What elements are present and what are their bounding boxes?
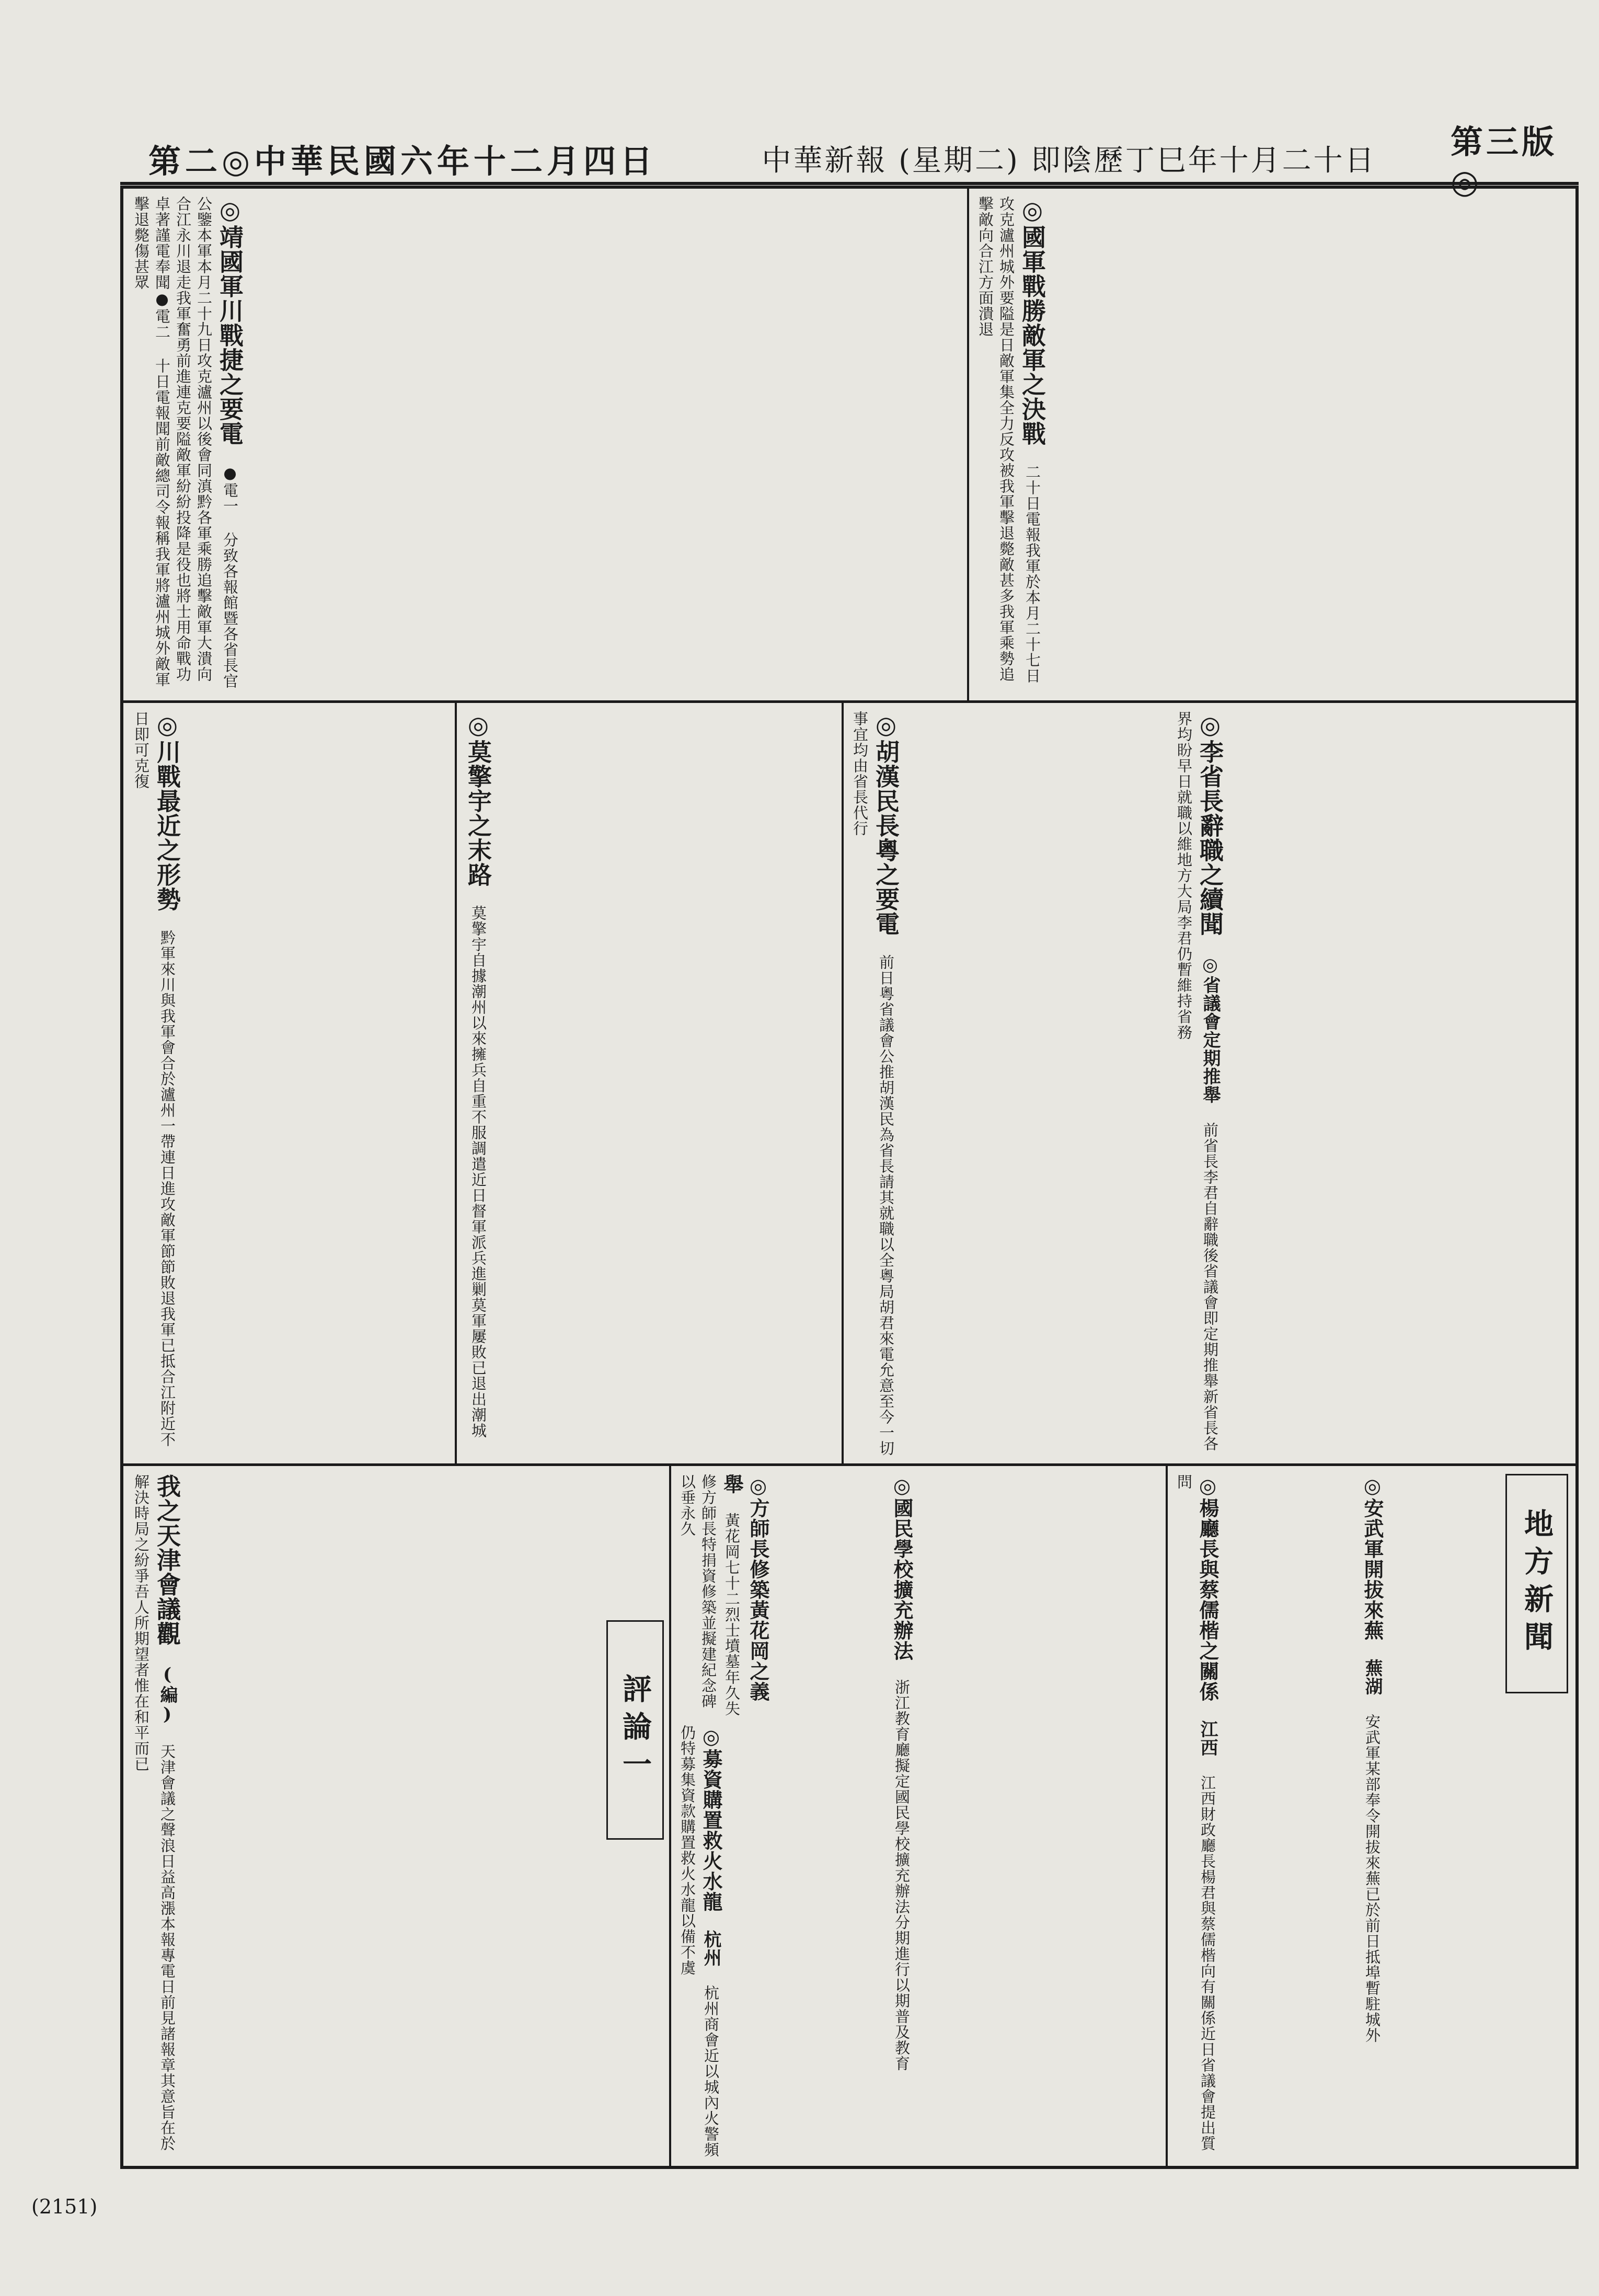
headline: ◎國民學校擴充辦法 (890, 1474, 914, 1661)
article-body: 安武軍某部奉令開拔來蕪已於前日抵埠暫駐城外 (1363, 1714, 1381, 2043)
article-fire-engine (677, 1725, 883, 2159)
divider (669, 1466, 671, 2166)
headline: 我之天津會議觀 (153, 1474, 181, 1646)
article-body: 杭州商會近以城內火警頻仍特募集資款購置救火水龍以備不虞 (678, 1725, 720, 2157)
divider (123, 1463, 1575, 1466)
headline: ◎靖國軍川戰捷之要電 (216, 196, 244, 446)
article-body: 天津會議之聲浪日益高漲本報專電日前見諸報章其意旨在於解決時局之紛爭吾人所期望者惟在和平而已 (132, 1474, 176, 2151)
article-body: 前日粵省議會公推胡漢民為省長請其就職以全粵局胡君來電允意至今一切事宜均由省長代行 (851, 711, 895, 1456)
article-hu-hanmin (849, 711, 1168, 1458)
page-number: (2151) (31, 2195, 98, 2218)
divider (455, 703, 457, 1463)
dateline: 杭州 (700, 1930, 721, 1967)
headline: ◎安武軍開拔來蕪 (1361, 1474, 1384, 1641)
headline: ◎方師長修築黃花岡之義舉 (720, 1474, 770, 1702)
headline: ◎莫擎宇之末路 (464, 711, 492, 887)
headline: ◎國軍戰勝敵軍之決戰 (1018, 196, 1046, 446)
dateline: 蕪湖 (1362, 1659, 1383, 1695)
article-body: 莫擎宇自據潮州以來擁兵自重不服調遣近日督軍派兵進剿莫軍屢敗已退出潮城 (469, 905, 487, 1438)
subheadline: ◎省議會定期推舉 (1200, 954, 1221, 1104)
article-body: ●電一 分致各報館暨各省長官公鑒本軍本月二十九日攻克瀘州以後會同滇黔各軍乘勝追擊敵軍大潰向合江永川退走我軍奮勇前進連克要隘敵軍紛紛投降是役也將士用命戰功卓著謹電奉聞●電二 十日電報聞前敵總司令報稱我軍將瀘州城外敵軍擊退斃傷甚眾 (132, 196, 239, 689)
section-title: 地方新聞 (1520, 1508, 1554, 1659)
article-body: 前省長李君自辭職後省議會即定期推舉新省長各界均盼早日就職以維地方大局李君仍暫維持省務 (1175, 711, 1219, 1451)
headline: ◎川戰最近之形勢 (153, 711, 181, 912)
masthead-issue: 第二◎中華民國六年十二月四日 (148, 142, 657, 180)
article-chuan-war (131, 196, 962, 695)
article-school-expansion (889, 1474, 1160, 2159)
article-body: 黃花岡七十二烈士墳墓年久失修方師長特捐資修築並擬建紀念碑以垂永久 (678, 1474, 741, 1716)
article-governor-resign (1174, 711, 1571, 1458)
article-chuan-situation (131, 711, 450, 1458)
headline: ◎楊廳長與蔡儒楷之關係 (1196, 1474, 1220, 1702)
section-title: 評論一 (618, 1674, 652, 1786)
masthead (120, 123, 1579, 201)
dateline: 江西 (1197, 1720, 1218, 1757)
article-body: 江西財政廳長楊君與蔡儒楷向有關係近日省議會提出質問 (1175, 1474, 1216, 2151)
article-yang-cai (1174, 1474, 1354, 2159)
headline: ◎李省長辭職之續聞 (1196, 711, 1224, 936)
headline: ◎募資購置救火水龍 (699, 1725, 723, 1912)
article-body: 二十日電報我軍於本月二十七日攻克瀘州城外要隘是日敵軍集全力反攻被我軍擊退斃敵甚多我軍乘勢追擊敵向合江方面潰退 (976, 196, 1041, 684)
article-anwu-army (1359, 1474, 1500, 2159)
article-mo-qingyu (463, 711, 836, 1458)
divider (967, 189, 969, 700)
article-tianjin-conference (131, 1474, 601, 2159)
divider (842, 703, 844, 1463)
section-local-news (1505, 1474, 1568, 1693)
headline: ◎胡漢民長粵之要電 (872, 711, 900, 936)
byline: (編) (157, 1664, 178, 1725)
masthead-title: 中華新報 (星期二) 即陰歷丁巳年十月二十日 (762, 144, 1376, 178)
article-body: 浙江教育廳擬定國民學校擴充辦法分期進行以期普及教育 (893, 1679, 911, 2071)
section-commentary (606, 1620, 664, 1840)
article-huanghuagang (677, 1474, 883, 1720)
divider (123, 700, 1575, 703)
article-body: 黔軍來川與我軍會合於瀘州一帶連日進攻敵軍節節敗退我軍已抵合江附近不日即可克復 (132, 711, 176, 1447)
article-decisive-battle (975, 196, 1571, 695)
divider (1166, 1466, 1168, 2166)
masthead-page: 第三版◎ (1451, 123, 1558, 201)
